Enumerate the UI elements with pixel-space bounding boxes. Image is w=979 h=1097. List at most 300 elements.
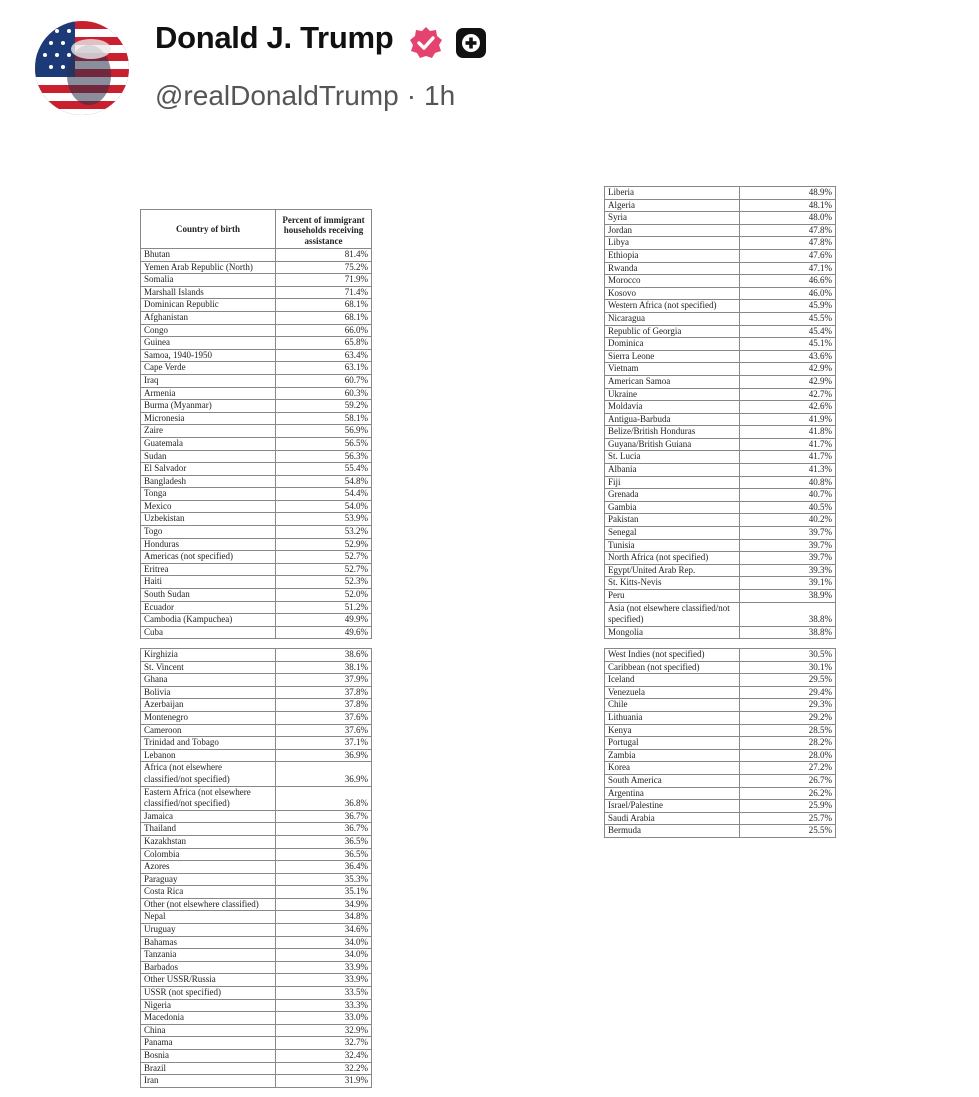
country-cell: Israel/Palestine (605, 800, 740, 813)
percent-cell: 39.7% (740, 527, 836, 540)
country-cell: Nicaragua (605, 312, 740, 325)
country-cell: Bermuda (605, 825, 740, 838)
percent-cell: 25.5% (740, 825, 836, 838)
percent-cell: 41.7% (740, 451, 836, 464)
country-cell: Kenya (605, 724, 740, 737)
table-row (141, 1012, 372, 1025)
percent-cell: 45.1% (740, 338, 836, 351)
header-country: Country of birth (141, 210, 276, 249)
country-cell: Chile (605, 699, 740, 712)
percent-cell: 36.7% (276, 823, 372, 836)
country-cell: Eritrea (141, 563, 276, 576)
table-row (605, 187, 836, 200)
country-cell: Venezuela (605, 686, 740, 699)
percent-cell: 34.8% (276, 911, 372, 924)
table-row (605, 350, 836, 363)
country-cell: Western Africa (not specified) (605, 300, 740, 313)
percent-cell: 28.0% (740, 749, 836, 762)
country-cell: Grenada (605, 489, 740, 502)
percent-cell: 32.9% (276, 1024, 372, 1037)
table-row (141, 749, 372, 762)
percent-cell: 68.1% (276, 299, 372, 312)
country-cell: Kirghizia (141, 649, 276, 662)
percent-cell: 33.9% (276, 974, 372, 987)
table-row (141, 810, 372, 823)
table-row (141, 249, 372, 262)
post-header (0, 0, 979, 130)
table-row (141, 1037, 372, 1050)
table-row (141, 513, 372, 526)
table-row (141, 488, 372, 501)
country-cell: Other (not elsewhere classified) (141, 898, 276, 911)
table-row (141, 762, 372, 786)
percent-cell: 28.2% (740, 737, 836, 750)
percent-cell: 58.1% (276, 412, 372, 425)
country-cell: Dominican Republic (141, 299, 276, 312)
percent-cell: 32.7% (276, 1037, 372, 1050)
country-cell: Tonga (141, 488, 276, 501)
table-row (605, 800, 836, 813)
table-row (141, 576, 372, 589)
country-cell: Uzbekistan (141, 513, 276, 526)
table-row (141, 299, 372, 312)
table-row (141, 873, 372, 886)
table-row (141, 538, 372, 551)
table-row (141, 1050, 372, 1063)
percent-cell: 29.3% (740, 699, 836, 712)
percent-cell: 42.9% (740, 363, 836, 376)
percent-cell: 56.3% (276, 450, 372, 463)
country-cell: Azerbaijan (141, 699, 276, 712)
country-cell: Africa (not elsewhere classified/not specified) (141, 762, 276, 786)
table-body-4 (605, 649, 836, 838)
percent-cell: 42.7% (740, 388, 836, 401)
country-cell: Iceland (605, 674, 740, 687)
percent-cell: 33.0% (276, 1012, 372, 1025)
country-cell: Samoa, 1940-1950 (141, 349, 276, 362)
percent-cell: 40.7% (740, 489, 836, 502)
table-row (605, 426, 836, 439)
table-row (141, 526, 372, 539)
percent-cell: 34.0% (276, 936, 372, 949)
percent-cell: 51.2% (276, 601, 372, 614)
handle[interactable]: @realDonaldTrump (155, 80, 399, 111)
country-cell: Dominica (605, 338, 740, 351)
country-cell: Korea (605, 762, 740, 775)
country-cell: Cuba (141, 626, 276, 639)
table-row (141, 936, 372, 949)
country-cell: Jamaica (141, 810, 276, 823)
table-row (605, 476, 836, 489)
country-cell: Micronesia (141, 412, 276, 425)
country-cell: Jordan (605, 224, 740, 237)
percent-cell: 48.9% (740, 187, 836, 200)
percent-cell: 47.1% (740, 262, 836, 275)
country-cell: Afghanistan (141, 311, 276, 324)
percent-cell: 56.9% (276, 425, 372, 438)
table-row (141, 1024, 372, 1037)
percent-cell: 48.0% (740, 212, 836, 225)
country-cell: Rwanda (605, 262, 740, 275)
percent-cell: 47.6% (740, 249, 836, 262)
table-row (141, 626, 372, 639)
table-row (141, 886, 372, 899)
percent-cell: 42.9% (740, 375, 836, 388)
percent-cell: 36.9% (276, 749, 372, 762)
percent-cell: 41.3% (740, 464, 836, 477)
percent-cell: 41.7% (740, 438, 836, 451)
country-cell: Other USSR/Russia (141, 974, 276, 987)
percent-cell: 41.9% (740, 413, 836, 426)
table-row (141, 737, 372, 750)
table-row (141, 898, 372, 911)
percent-cell: 71.9% (276, 274, 372, 287)
table-row (141, 349, 372, 362)
table-row (605, 262, 836, 275)
table-row (141, 437, 372, 450)
table-row (141, 337, 372, 350)
table-row (141, 589, 372, 602)
country-cell: Kosovo (605, 287, 740, 300)
table-row (605, 375, 836, 388)
table-row (605, 401, 836, 414)
table-row (141, 551, 372, 564)
country-cell: St. Kitts-Nevis (605, 577, 740, 590)
percent-cell: 34.0% (276, 949, 372, 962)
table-row (141, 463, 372, 476)
table-row (141, 924, 372, 937)
country-cell: Montenegro (141, 711, 276, 724)
percent-cell: 26.2% (740, 787, 836, 800)
country-cell: Zambia (605, 749, 740, 762)
percent-cell: 54.0% (276, 500, 372, 513)
country-cell: Costa Rica (141, 886, 276, 899)
country-cell: Tunisia (605, 539, 740, 552)
country-cell: Moldavia (605, 401, 740, 414)
percent-cell: 46.6% (740, 275, 836, 288)
percent-cell: 29.4% (740, 686, 836, 699)
country-cell: Gambia (605, 501, 740, 514)
table-block-1 (140, 209, 372, 639)
country-cell: Liberia (605, 187, 740, 200)
percent-cell: 33.5% (276, 987, 372, 1000)
country-cell: Americas (not specified) (141, 551, 276, 564)
country-cell: Peru (605, 590, 740, 603)
percent-cell: 53.9% (276, 513, 372, 526)
table-row (605, 338, 836, 351)
country-cell: South Sudan (141, 589, 276, 602)
percent-cell: 40.5% (740, 501, 836, 514)
table-row (141, 601, 372, 614)
country-cell: Zaire (141, 425, 276, 438)
table-row (141, 563, 372, 576)
assistance-table-part-4 (604, 648, 836, 838)
table-row (605, 388, 836, 401)
avatar[interactable] (35, 21, 129, 115)
table-row (141, 649, 372, 662)
country-cell: Guatemala (141, 437, 276, 450)
percent-cell: 63.4% (276, 349, 372, 362)
table-body-1 (141, 249, 372, 639)
country-cell: Cambodia (Kampuchea) (141, 614, 276, 627)
country-cell: Argentina (605, 787, 740, 800)
table-row (605, 363, 836, 376)
percent-cell: 36.4% (276, 861, 372, 874)
verified-badge-icon (409, 26, 443, 60)
handle-line (155, 80, 455, 112)
country-cell: Belize/British Honduras (605, 426, 740, 439)
percent-cell: 68.1% (276, 311, 372, 324)
country-cell: Algeria (605, 199, 740, 212)
country-cell: Libya (605, 237, 740, 250)
display-name[interactable]: Donald J. Trump (155, 20, 394, 55)
percent-cell: 34.9% (276, 898, 372, 911)
percent-cell: 49.9% (276, 614, 372, 627)
percent-cell: 37.9% (276, 674, 372, 687)
country-cell: Honduras (141, 538, 276, 551)
country-cell: St. Lucia (605, 451, 740, 464)
percent-cell: 52.7% (276, 551, 372, 564)
country-cell: Cape Verde (141, 362, 276, 375)
country-cell: Ukraine (605, 388, 740, 401)
country-cell: Panama (141, 1037, 276, 1050)
percent-cell: 60.7% (276, 374, 372, 387)
assistance-table-part-1 (140, 209, 372, 639)
country-cell: Morocco (605, 275, 740, 288)
table-row (141, 961, 372, 974)
table-row (141, 861, 372, 874)
table-row (605, 825, 836, 838)
table-row (141, 911, 372, 924)
percent-cell: 39.3% (740, 564, 836, 577)
percent-cell: 41.8% (740, 426, 836, 439)
table-row (605, 674, 836, 687)
table-block-4 (604, 648, 836, 838)
percent-cell: 37.8% (276, 699, 372, 712)
percent-cell: 25.9% (740, 800, 836, 813)
percent-cell: 45.9% (740, 300, 836, 313)
country-cell: Ethiopia (605, 249, 740, 262)
country-cell: Nepal (141, 911, 276, 924)
country-cell: El Salvador (141, 463, 276, 476)
percent-cell: 37.8% (276, 686, 372, 699)
country-cell: Republic of Georgia (605, 325, 740, 338)
country-cell: Sudan (141, 450, 276, 463)
plus-icon[interactable] (455, 27, 487, 59)
percent-cell: 32.4% (276, 1050, 372, 1063)
percent-cell: 39.7% (740, 552, 836, 565)
country-cell: Lithuania (605, 711, 740, 724)
country-cell: Vietnam (605, 363, 740, 376)
assistance-table-part-2 (604, 186, 836, 639)
table-row (605, 737, 836, 750)
table-row (141, 686, 372, 699)
country-cell: Mongolia (605, 626, 740, 639)
country-cell: USSR (not specified) (141, 987, 276, 1000)
table-row (605, 602, 836, 626)
percent-cell: 34.6% (276, 924, 372, 937)
table-body-3 (141, 649, 372, 1088)
table-row (141, 699, 372, 712)
percent-cell: 65.8% (276, 337, 372, 350)
percent-cell: 33.3% (276, 999, 372, 1012)
country-cell: Bahamas (141, 936, 276, 949)
percent-cell: 52.0% (276, 589, 372, 602)
percent-cell: 39.7% (740, 539, 836, 552)
table-row (605, 724, 836, 737)
country-cell: Asia (not elsewhere classified/not specified) (605, 602, 740, 626)
table-row (141, 475, 372, 488)
percent-cell: 36.5% (276, 848, 372, 861)
percent-cell: 38.8% (740, 602, 836, 626)
percent-cell: 66.0% (276, 324, 372, 337)
table-row (141, 974, 372, 987)
table-row (141, 400, 372, 413)
table-row (605, 275, 836, 288)
percent-cell: 33.9% (276, 961, 372, 974)
country-cell: Fiji (605, 476, 740, 489)
table-row (605, 711, 836, 724)
percent-cell: 71.4% (276, 286, 372, 299)
country-cell: Trinidad and Tobago (141, 737, 276, 750)
percent-cell: 37.6% (276, 724, 372, 737)
percent-cell: 56.5% (276, 437, 372, 450)
country-cell: Cameroon (141, 724, 276, 737)
table-row (141, 949, 372, 962)
country-cell: Lebanon (141, 749, 276, 762)
percent-cell: 37.6% (276, 711, 372, 724)
country-cell: American Samoa (605, 375, 740, 388)
timestamp[interactable]: 1h (424, 80, 456, 111)
country-cell: Albania (605, 464, 740, 477)
percent-cell: 45.5% (740, 312, 836, 325)
percent-cell: 46.0% (740, 287, 836, 300)
table-row (605, 199, 836, 212)
percent-cell: 30.1% (740, 661, 836, 674)
percent-cell: 60.3% (276, 387, 372, 400)
table-row (141, 823, 372, 836)
table-row (605, 325, 836, 338)
country-cell: North Africa (not specified) (605, 552, 740, 565)
country-cell: Bolivia (141, 686, 276, 699)
percent-cell: 28.5% (740, 724, 836, 737)
country-cell: Bangladesh (141, 475, 276, 488)
assistance-table-part-3 (140, 648, 372, 1088)
table-row (605, 577, 836, 590)
table-row (141, 324, 372, 337)
percent-cell: 52.3% (276, 576, 372, 589)
table-row (605, 590, 836, 603)
table-row (605, 686, 836, 699)
table-row (141, 674, 372, 687)
country-cell: Marshall Islands (141, 286, 276, 299)
table-row (141, 412, 372, 425)
country-cell: Iran (141, 1075, 276, 1088)
table-row (605, 212, 836, 225)
country-cell: Portugal (605, 737, 740, 750)
country-cell: Haiti (141, 576, 276, 589)
table-row (605, 762, 836, 775)
percent-cell: 35.1% (276, 886, 372, 899)
percent-cell: 29.2% (740, 711, 836, 724)
table-row (605, 249, 836, 262)
country-cell: Tanzania (141, 949, 276, 962)
country-cell: Congo (141, 324, 276, 337)
country-cell: Thailand (141, 823, 276, 836)
percent-cell: 29.5% (740, 674, 836, 687)
country-cell: Guinea (141, 337, 276, 350)
percent-cell: 31.9% (276, 1075, 372, 1088)
table-row (605, 564, 836, 577)
table-row (605, 224, 836, 237)
table-row (141, 1062, 372, 1075)
table-row (605, 514, 836, 527)
separator-dot: · (406, 80, 417, 111)
country-cell: Nigeria (141, 999, 276, 1012)
table-row (605, 300, 836, 313)
country-cell: South America (605, 774, 740, 787)
table-row (141, 614, 372, 627)
percent-cell: 36.5% (276, 835, 372, 848)
table-row (141, 425, 372, 438)
percent-cell: 49.6% (276, 626, 372, 639)
percent-cell: 63.1% (276, 362, 372, 375)
percent-cell: 53.2% (276, 526, 372, 539)
percent-cell: 38.9% (740, 590, 836, 603)
table-row (605, 774, 836, 787)
table-block-2 (604, 186, 836, 639)
table-row (141, 999, 372, 1012)
percent-cell: 43.6% (740, 350, 836, 363)
table-row (605, 749, 836, 762)
percent-cell: 54.4% (276, 488, 372, 501)
country-cell: Togo (141, 526, 276, 539)
country-cell: Somalia (141, 274, 276, 287)
table-row (141, 835, 372, 848)
country-cell: Uruguay (141, 924, 276, 937)
country-cell: Sierra Leone (605, 350, 740, 363)
country-cell: St. Vincent (141, 661, 276, 674)
table-row (141, 362, 372, 375)
table-row (605, 649, 836, 662)
table-row (141, 724, 372, 737)
percent-cell: 30.5% (740, 649, 836, 662)
country-cell: Macedonia (141, 1012, 276, 1025)
country-cell: Bhutan (141, 249, 276, 262)
percent-cell: 59.2% (276, 400, 372, 413)
table-block-3 (140, 648, 372, 1088)
table-row (141, 661, 372, 674)
table-row (605, 413, 836, 426)
percent-cell: 26.7% (740, 774, 836, 787)
table-row (141, 387, 372, 400)
table-row (605, 699, 836, 712)
table-row (141, 500, 372, 513)
table-row (605, 237, 836, 250)
country-cell: Yemen Arab Republic (North) (141, 261, 276, 274)
country-cell: Brazil (141, 1062, 276, 1075)
country-cell: Azores (141, 861, 276, 874)
percent-cell: 42.6% (740, 401, 836, 414)
percent-cell: 37.1% (276, 737, 372, 750)
percent-cell: 40.8% (740, 476, 836, 489)
country-cell: Pakistan (605, 514, 740, 527)
country-cell: Syria (605, 212, 740, 225)
country-cell: Kazakhstan (141, 835, 276, 848)
country-cell: Egypt/United Arab Rep. (605, 564, 740, 577)
table-row (141, 311, 372, 324)
percent-cell: 25.7% (740, 812, 836, 825)
